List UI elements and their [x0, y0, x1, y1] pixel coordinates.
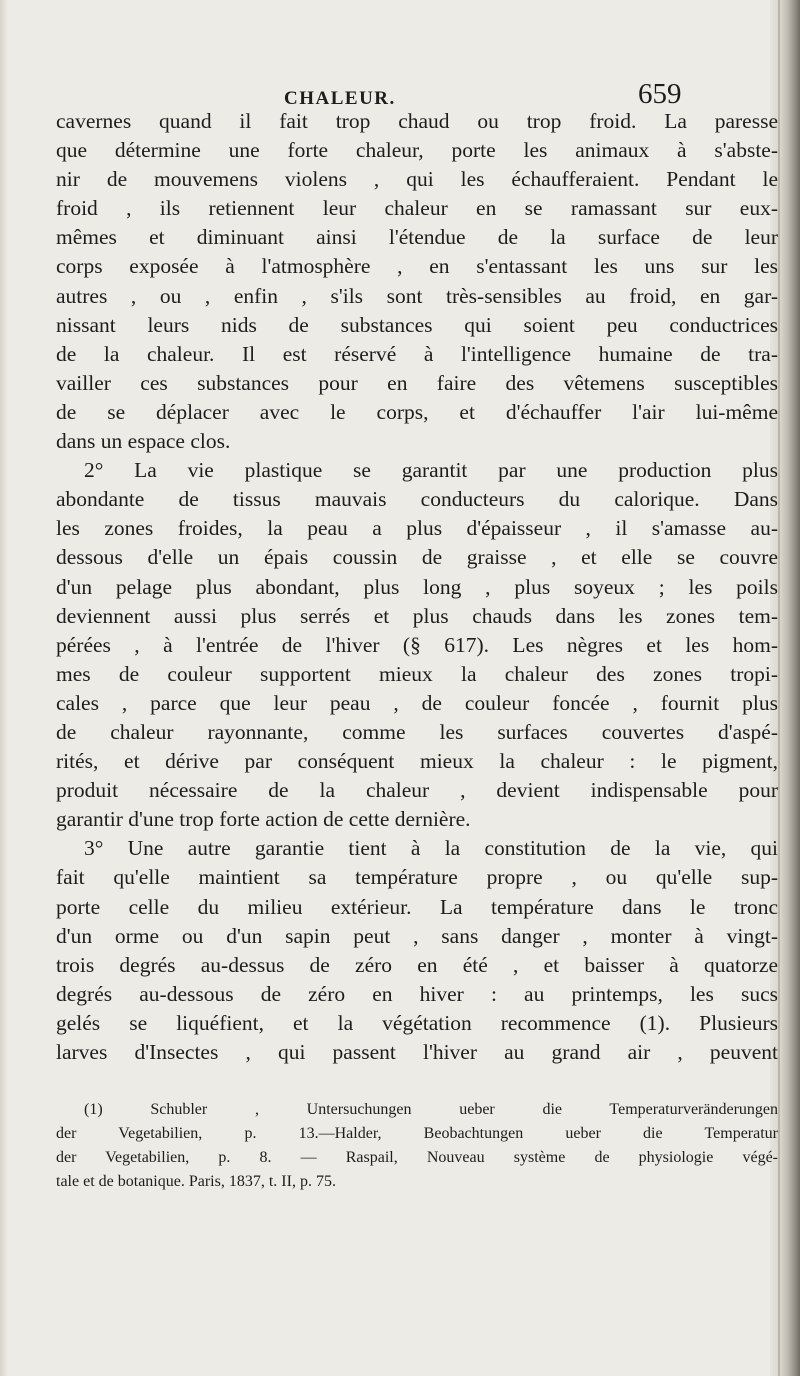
text-line: froid , ils retiennent leur chaleur en se ramassant sur eux- [56, 196, 778, 221]
text-line: deviennent aussi plus serrés et plus chauds dans les zones tem- [56, 603, 778, 628]
body-text [56, 107, 778, 1067]
text-line: pérées , à l'entrée de l'hiver (§ 617). Les nègres et les hom- [56, 632, 778, 657]
text-line: dans un espace clos. [56, 429, 231, 454]
text-line: rités, et dérive par conséquent mieux la chaleur : le pigment, [56, 749, 778, 774]
text-line: trois degrés au-dessus de zéro en été , et baisser à quatorze [56, 952, 778, 977]
text-line: mêmes et diminuant ainsi l'étendue de la surface de leur [56, 225, 778, 250]
text-line: autres , ou , enfin , s'ils sont très-sensibles au froid, en gar- [56, 283, 778, 308]
text-line: porte celle du milieu extérieur. La température dans le tronc [56, 894, 778, 919]
page-number: 659 [638, 78, 682, 110]
text-line: cavernes quand il fait trop chaud ou trop froid. La paresse [56, 109, 778, 133]
text-line: gelés se liquéfient, et la végétation recommence (1). Plusieurs [56, 1010, 778, 1035]
text-line: de se déplacer avec le corps, et d'échauffer l'air lui-même [56, 399, 778, 424]
text-line: nir de mouvemens violens , qui les échaufferaient. Pendant le [56, 167, 778, 192]
text-line: que détermine une forte chaleur, porte les animaux à s'abste- [56, 138, 778, 163]
running-head: CHALEUR. [284, 88, 396, 109]
page-left-shadow [0, 0, 8, 1376]
footnotes [56, 1098, 778, 1194]
footnote-line: der Vegetabilien, p. 13.—Halder, Beobachtungen ueber die Temperatur [56, 1125, 778, 1142]
text-line: 3° Une autre garantie tient à la constitution de la vie, qui [84, 836, 778, 861]
page-fold-line [778, 0, 780, 1376]
text-line: dessous d'elle un épais coussin de graisse , et elle se couvre [56, 545, 778, 570]
text-line: 2° La vie plastique se garantit par une production plus [84, 458, 778, 483]
footnote-line: der Vegetabilien, p. 8. — Raspail, Nouveau système de physiologie végé- [56, 1149, 778, 1166]
text-line: produit nécessaire de la chaleur , devient indispensable pour [56, 778, 778, 803]
footnote-line: tale et de botanique. Paris, 1837, t. II, p. 75. [56, 1173, 336, 1190]
text-line: fait qu'elle maintient sa température propre , ou qu'elle sup- [56, 865, 778, 890]
text-line: d'un orme ou d'un sapin peut , sans danger , monter à vingt- [56, 923, 778, 948]
text-line: degrés au-dessous de zéro en hiver : au printemps, les sucs [56, 981, 778, 1006]
text-line: vailler ces substances pour en faire des vêtemens susceptibles [56, 370, 778, 395]
text-line: de la chaleur. Il est réservé à l'intelligence humaine de tra- [56, 341, 778, 366]
footnote-line: (1) Schubler , Untersuchungen ueber die Temperaturveränderungen [84, 1101, 778, 1118]
text-line: corps exposée à l'atmosphère , en s'entassant les uns sur les [56, 254, 778, 279]
text-line: cales , parce que leur peau , de couleur foncée , fournit plus [56, 690, 778, 715]
text-line: de chaleur rayonnante, comme les surfaces couvertes d'aspé- [56, 719, 778, 744]
text-line: garantir d'une trop forte action de cette dernière. [56, 807, 471, 832]
text-line: abondante de tissus mauvais conducteurs du calorique. Dans [56, 487, 778, 512]
text-line: larves d'Insectes , qui passent l'hiver au grand air , peuvent [56, 1040, 778, 1064]
text-line: mes de couleur supportent mieux la chaleur des zones tropi- [56, 661, 778, 686]
text-line: nissant leurs nids de substances qui soient peu conductrices [56, 312, 778, 337]
text-line: d'un pelage plus abondant, plus long , plus soyeux ; les poils [56, 574, 778, 599]
text-line: les zones froides, la peau a plus d'épaisseur , il s'amasse au- [56, 516, 778, 541]
